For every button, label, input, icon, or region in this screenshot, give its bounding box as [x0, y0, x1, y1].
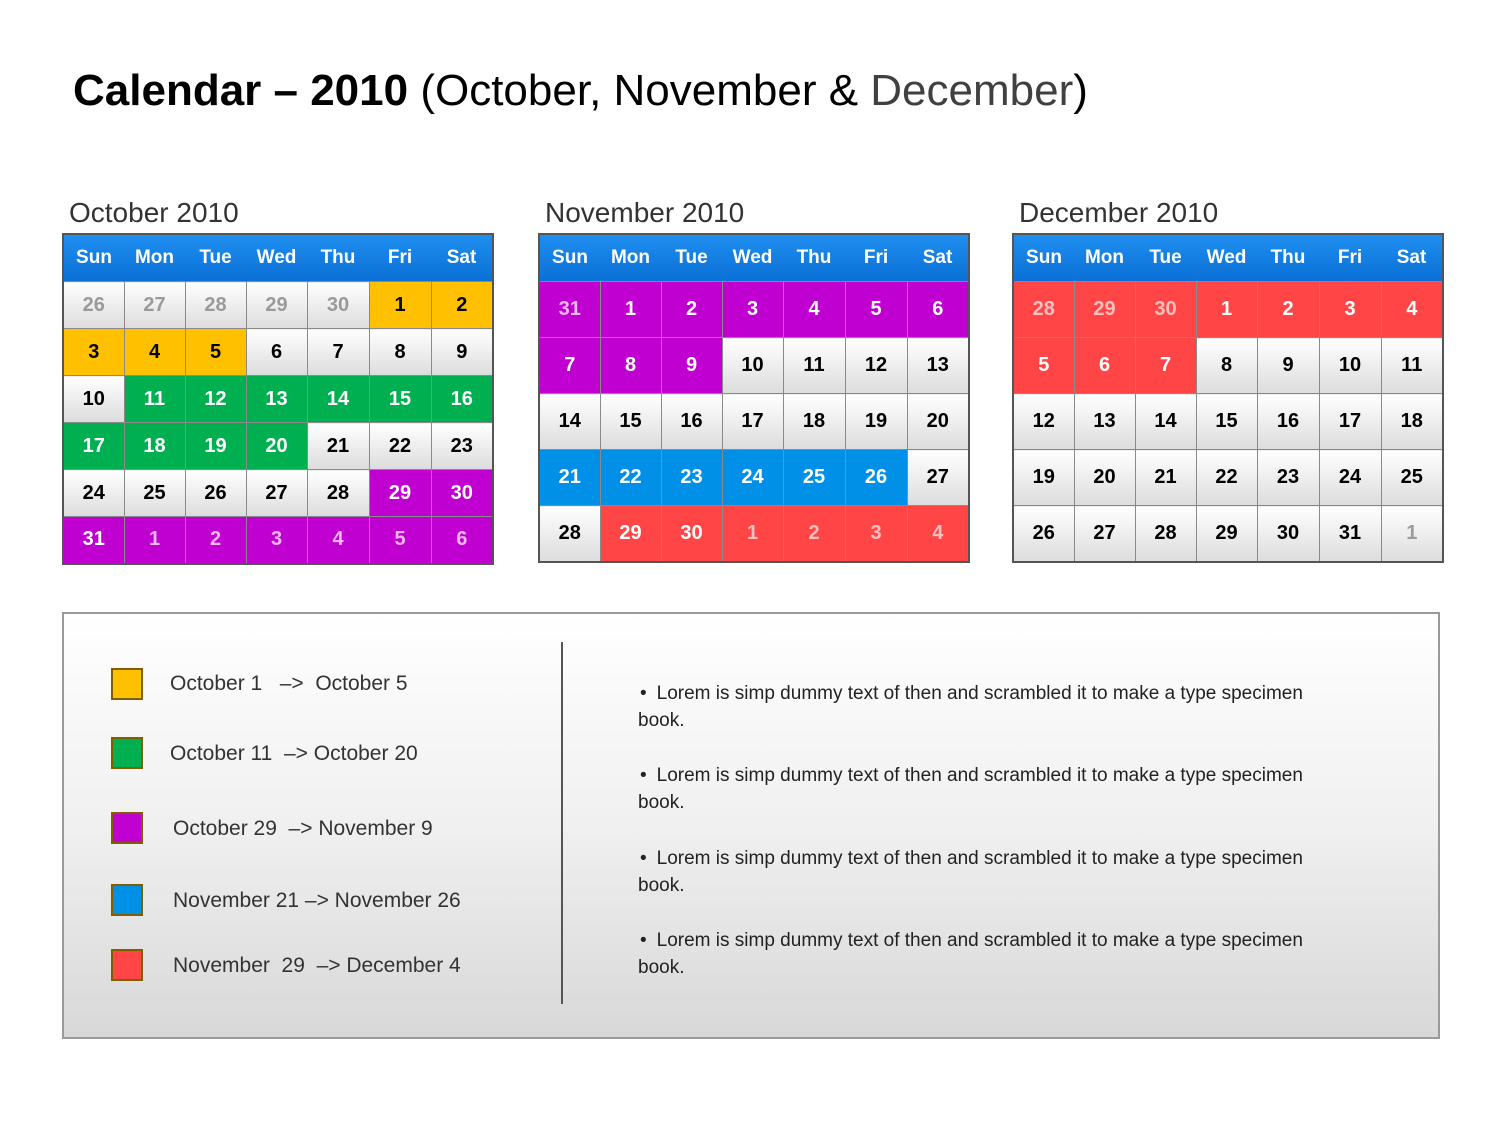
weekday-header-thu: Thu: [783, 234, 845, 282]
week-row: [539, 450, 969, 506]
day-cell[interactable]: 18: [124, 423, 185, 470]
title-last-month: December: [870, 66, 1074, 115]
panel-divider: [561, 642, 563, 1004]
day-cell[interactable]: 11: [783, 338, 845, 394]
day-cell[interactable]: 7: [539, 338, 600, 394]
day-cell[interactable]: 28: [1135, 506, 1196, 562]
day-cell[interactable]: 17: [722, 394, 783, 450]
day-cell[interactable]: 31: [63, 517, 124, 564]
day-cell[interactable]: 12: [1013, 394, 1074, 450]
day-cell[interactable]: 3: [246, 517, 307, 564]
week-row: [539, 338, 969, 394]
weekday-header-row: [539, 234, 969, 282]
weekday-header-sat: Sat: [907, 234, 969, 282]
day-cell[interactable]: 26: [185, 470, 246, 517]
day-cell[interactable]: 9: [661, 338, 722, 394]
day-cell[interactable]: 9: [431, 329, 493, 376]
day-cell[interactable]: 29: [600, 506, 661, 562]
day-cell[interactable]: 25: [1381, 450, 1443, 506]
week-row: [539, 506, 969, 562]
day-cell[interactable]: 1: [124, 517, 185, 564]
day-cell[interactable]: 8: [600, 338, 661, 394]
day-cell[interactable]: 21: [307, 423, 369, 470]
day-cell[interactable]: 16: [431, 376, 493, 423]
day-cell[interactable]: 16: [661, 394, 722, 450]
day-cell[interactable]: 1: [1196, 282, 1257, 338]
title-paren-open: (: [408, 66, 435, 115]
day-cell[interactable]: 5: [185, 329, 246, 376]
day-cell[interactable]: 23: [1257, 450, 1319, 506]
legend-label-red: November 29 –> December 4: [173, 954, 461, 977]
bullet-item: • Lorem is simp dummy text of then and scrambled it to make a type specimen book.: [638, 765, 1303, 813]
day-cell[interactable]: 18: [1381, 394, 1443, 450]
bullet-item: • Lorem is simp dummy text of then and scrambled it to make a type specimen book.: [638, 683, 1303, 731]
day-cell[interactable]: 6: [431, 517, 493, 564]
day-cell[interactable]: 1: [1381, 506, 1443, 562]
day-cell[interactable]: 26: [63, 282, 124, 329]
day-cell[interactable]: 27: [907, 450, 969, 506]
legend-label-blue: November 21 –> November 26: [173, 889, 461, 912]
week-row: [1013, 338, 1443, 394]
bullet-text: Lorem is simp dummy text of then and scrambled it to make a type specimen book.: [638, 683, 1303, 731]
day-cell[interactable]: 13: [1074, 394, 1135, 450]
day-cell[interactable]: 6: [907, 282, 969, 338]
day-cell[interactable]: 17: [1319, 394, 1381, 450]
day-cell[interactable]: 21: [539, 450, 600, 506]
weekday-header-sun: Sun: [539, 234, 600, 282]
day-cell[interactable]: 6: [246, 329, 307, 376]
week-row: [63, 282, 493, 329]
day-cell[interactable]: 28: [539, 506, 600, 562]
day-cell[interactable]: 24: [1319, 450, 1381, 506]
page-title: [73, 62, 1088, 120]
weekday-header-wed: Wed: [722, 234, 783, 282]
title-months: October, November &: [434, 66, 871, 115]
weekday-header-fri: Fri: [1319, 234, 1381, 282]
day-cell[interactable]: 2: [661, 282, 722, 338]
weekday-header-sun: Sun: [63, 234, 124, 282]
day-cell[interactable]: 4: [124, 329, 185, 376]
day-cell[interactable]: 14: [307, 376, 369, 423]
december-calendar: [1012, 233, 1444, 563]
title-bold: Calendar – 2010: [73, 66, 409, 115]
october-calendar: [62, 233, 494, 565]
day-cell[interactable]: 10: [1319, 338, 1381, 394]
title-paren-close: ): [1073, 66, 1088, 115]
weekday-header-row: [1013, 234, 1443, 282]
weekday-header-mon: Mon: [124, 234, 185, 282]
weekday-header-tue: Tue: [185, 234, 246, 282]
day-cell[interactable]: 4: [307, 517, 369, 564]
day-cell[interactable]: 29: [369, 470, 431, 517]
day-cell[interactable]: 17: [63, 423, 124, 470]
weekday-header-thu: Thu: [307, 234, 369, 282]
day-cell[interactable]: 8: [1196, 338, 1257, 394]
weekday-header-fri: Fri: [369, 234, 431, 282]
day-cell[interactable]: 23: [661, 450, 722, 506]
day-cell[interactable]: 4: [907, 506, 969, 562]
day-cell[interactable]: 19: [845, 394, 907, 450]
day-cell[interactable]: 12: [185, 376, 246, 423]
day-cell[interactable]: 11: [124, 376, 185, 423]
day-cell[interactable]: 2: [783, 506, 845, 562]
november-calendar: [538, 233, 970, 563]
day-cell[interactable]: 6: [1074, 338, 1135, 394]
day-cell[interactable]: 15: [1196, 394, 1257, 450]
day-cell[interactable]: 20: [907, 394, 969, 450]
day-cell[interactable]: 3: [722, 282, 783, 338]
day-cell[interactable]: 2: [1257, 282, 1319, 338]
week-row: [63, 517, 493, 564]
day-cell[interactable]: 30: [1135, 282, 1196, 338]
day-cell[interactable]: 20: [1074, 450, 1135, 506]
weekday-header-thu: Thu: [1257, 234, 1319, 282]
day-cell[interactable]: 12: [845, 338, 907, 394]
day-cell[interactable]: 13: [907, 338, 969, 394]
week-row: [1013, 450, 1443, 506]
day-cell[interactable]: 30: [661, 506, 722, 562]
day-cell[interactable]: 27: [124, 282, 185, 329]
bullet-text: Lorem is simp dummy text of then and scrambled it to make a type specimen book.: [638, 930, 1303, 978]
day-cell[interactable]: 1: [369, 282, 431, 329]
day-cell[interactable]: 3: [1319, 282, 1381, 338]
day-cell[interactable]: 4: [1381, 282, 1443, 338]
day-cell[interactable]: 16: [1257, 394, 1319, 450]
day-cell[interactable]: 29: [1196, 506, 1257, 562]
day-cell[interactable]: 9: [1257, 338, 1319, 394]
day-cell[interactable]: 14: [1135, 394, 1196, 450]
day-cell[interactable]: 23: [431, 423, 493, 470]
day-cell[interactable]: 15: [600, 394, 661, 450]
weekday-header-mon: Mon: [1074, 234, 1135, 282]
day-cell[interactable]: 31: [1319, 506, 1381, 562]
weekday-header-wed: Wed: [1196, 234, 1257, 282]
day-cell[interactable]: 5: [1013, 338, 1074, 394]
day-cell[interactable]: 22: [369, 423, 431, 470]
day-cell[interactable]: 1: [600, 282, 661, 338]
day-cell[interactable]: 19: [185, 423, 246, 470]
legend-swatch-purple: [111, 812, 143, 844]
legend-label-orange: October 1 –> October 5: [170, 672, 408, 695]
day-cell[interactable]: 3: [845, 506, 907, 562]
december-title: December 2010: [1019, 197, 1219, 228]
week-row: [63, 470, 493, 517]
day-cell[interactable]: 4: [783, 282, 845, 338]
week-row: [63, 329, 493, 376]
bullet-text: Lorem is simp dummy text of then and scrambled it to make a type specimen book.: [638, 848, 1303, 896]
bullet-text: Lorem is simp dummy text of then and scrambled it to make a type specimen book.: [638, 765, 1303, 813]
day-cell[interactable]: 30: [1257, 506, 1319, 562]
day-cell[interactable]: 8: [369, 329, 431, 376]
day-cell[interactable]: 15: [369, 376, 431, 423]
day-cell[interactable]: 26: [845, 450, 907, 506]
day-cell[interactable]: 3: [63, 329, 124, 376]
week-row: [63, 376, 493, 423]
day-cell[interactable]: 30: [307, 282, 369, 329]
week-row: [1013, 506, 1443, 562]
legend-label-green: October 11 –> October 20: [170, 742, 418, 765]
day-cell[interactable]: 26: [1013, 506, 1074, 562]
bullet-item: • Lorem is simp dummy text of then and scrambled it to make a type specimen book.: [638, 848, 1303, 896]
day-cell[interactable]: 1: [722, 506, 783, 562]
day-cell[interactable]: 18: [783, 394, 845, 450]
day-cell[interactable]: 27: [1074, 506, 1135, 562]
day-cell[interactable]: 20: [246, 423, 307, 470]
day-cell[interactable]: 7: [1135, 338, 1196, 394]
legend-swatch-blue: [111, 884, 143, 916]
week-row: [1013, 282, 1443, 338]
day-cell[interactable]: 28: [1013, 282, 1074, 338]
day-cell[interactable]: 28: [185, 282, 246, 329]
day-cell[interactable]: 22: [1196, 450, 1257, 506]
day-cell[interactable]: 29: [246, 282, 307, 329]
day-cell[interactable]: 24: [63, 470, 124, 517]
legend-swatch-red: [111, 949, 143, 981]
weekday-header-tue: Tue: [661, 234, 722, 282]
day-cell[interactable]: 25: [124, 470, 185, 517]
bullet-item: • Lorem is simp dummy text of then and scrambled it to make a type specimen book.: [638, 930, 1303, 978]
day-cell[interactable]: 31: [539, 282, 600, 338]
day-cell[interactable]: 21: [1135, 450, 1196, 506]
october-title: October 2010: [69, 197, 239, 228]
weekday-header-row: [63, 234, 493, 282]
day-cell[interactable]: 22: [600, 450, 661, 506]
day-cell[interactable]: 5: [369, 517, 431, 564]
day-cell[interactable]: 13: [246, 376, 307, 423]
day-cell[interactable]: 29: [1074, 282, 1135, 338]
week-row: [539, 394, 969, 450]
legend-panel: [62, 612, 1440, 1039]
weekday-header-sat: Sat: [1381, 234, 1443, 282]
weekday-header-sun: Sun: [1013, 234, 1074, 282]
day-cell[interactable]: 7: [307, 329, 369, 376]
legend-swatch-orange: [111, 668, 143, 700]
day-cell[interactable]: 2: [431, 282, 493, 329]
weekday-header-mon: Mon: [600, 234, 661, 282]
day-cell[interactable]: 10: [722, 338, 783, 394]
day-cell[interactable]: 27: [246, 470, 307, 517]
day-cell[interactable]: 2: [185, 517, 246, 564]
day-cell[interactable]: 30: [431, 470, 493, 517]
day-cell[interactable]: 5: [845, 282, 907, 338]
day-cell[interactable]: 19: [1013, 450, 1074, 506]
week-row: [1013, 394, 1443, 450]
weekday-header-tue: Tue: [1135, 234, 1196, 282]
legend-label-purple: October 29 –> November 9: [173, 817, 433, 840]
day-cell[interactable]: 14: [539, 394, 600, 450]
day-cell[interactable]: 24: [722, 450, 783, 506]
november-title: November 2010: [545, 197, 745, 228]
week-row: [63, 423, 493, 470]
weekday-header-wed: Wed: [246, 234, 307, 282]
weekday-header-sat: Sat: [431, 234, 493, 282]
week-row: [539, 282, 969, 338]
day-cell[interactable]: 10: [63, 376, 124, 423]
day-cell[interactable]: 25: [783, 450, 845, 506]
legend-swatch-green: [111, 737, 143, 769]
weekday-header-fri: Fri: [845, 234, 907, 282]
day-cell[interactable]: 28: [307, 470, 369, 517]
day-cell[interactable]: 11: [1381, 338, 1443, 394]
